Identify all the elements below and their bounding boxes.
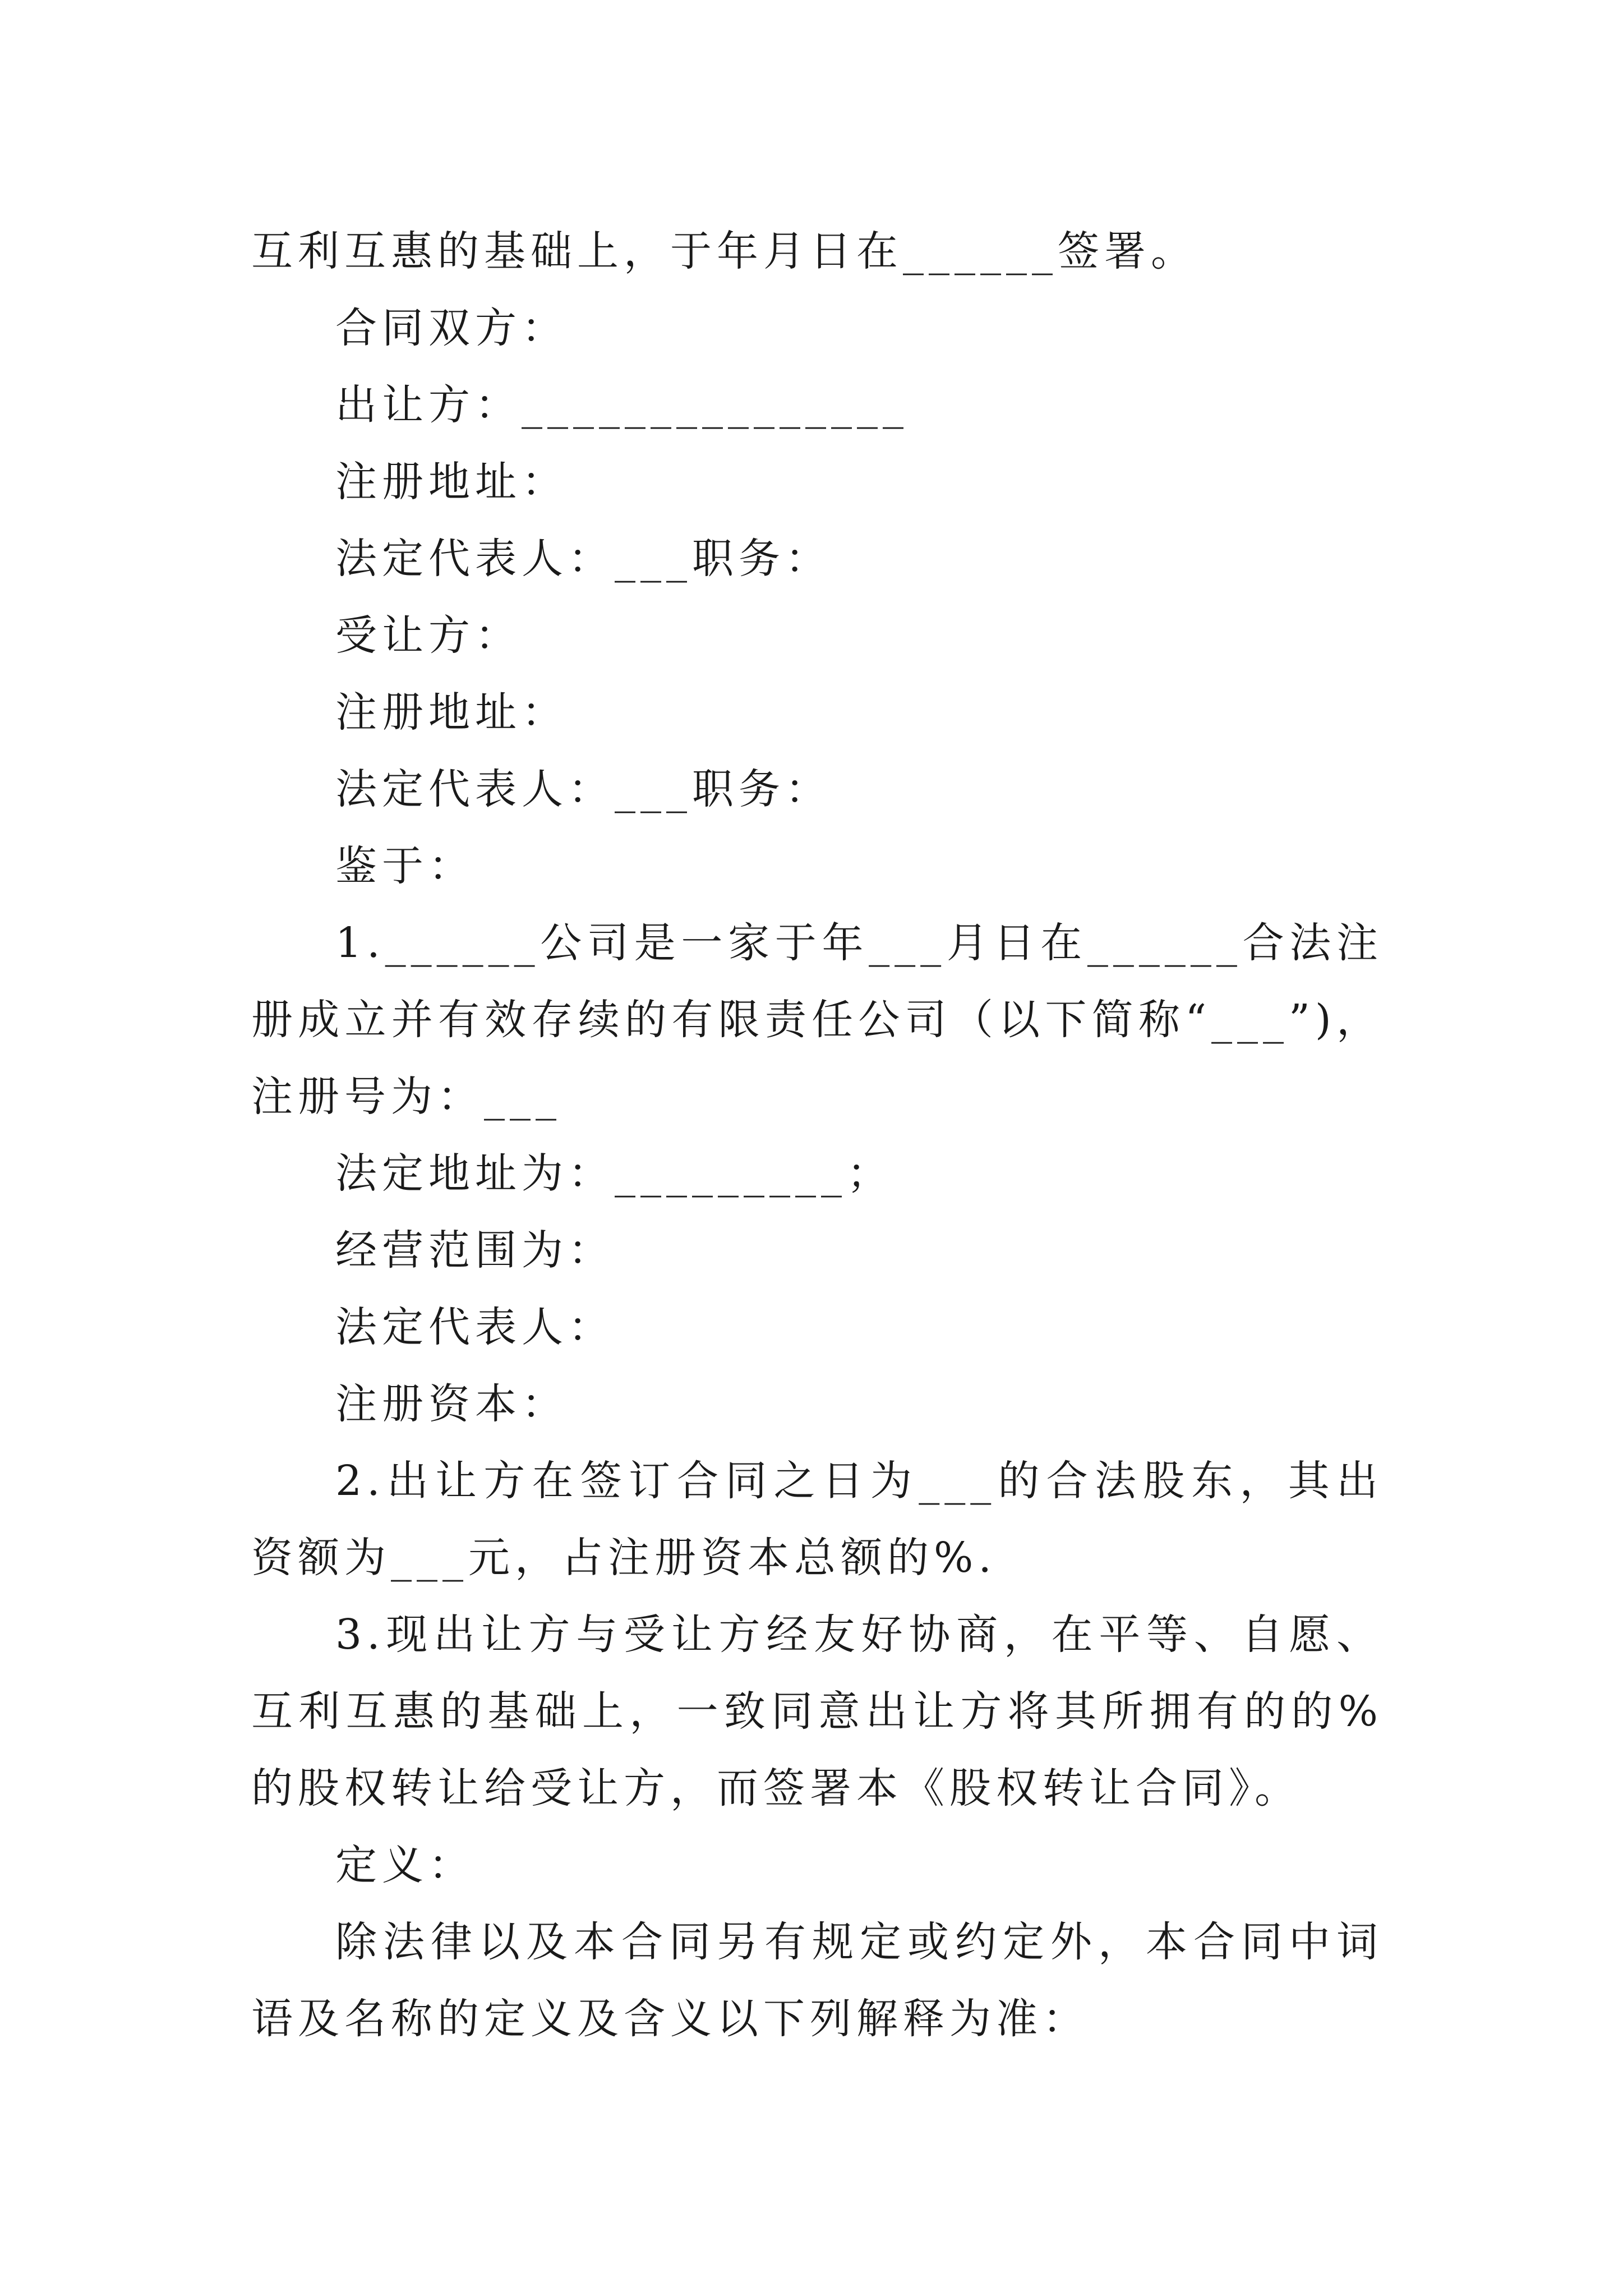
clause-3-paragraph: 3.现出让方与受让方经友好协商，在平等、自愿、互利互惠的基础上，一致同意出让方将其所拥有的的%的股权转让给受让方，而签署本《股权转让合同》。 [251, 1611, 1383, 1812]
document-body [251, 213, 1383, 2058]
clause-1-paragraph: 1.______公司是一家于年___月日在______合法注册成立并有效存续的有限责任公司（以下简称“___”)，注册号为：___ [251, 919, 1383, 1121]
business-scope-line: 经营范围为： [335, 1226, 615, 1274]
parties-heading: 合同双方： [335, 304, 568, 352]
transferee-address-line: 注册地址： [335, 688, 568, 737]
definitions-heading: 定义： [335, 1841, 475, 1889]
registered-capital-line: 注册资本： [335, 1380, 568, 1428]
transferee-representative-line: 法定代表人：___职务： [335, 765, 832, 813]
intro-tail-paragraph: 互利互惠的基础上，于年月日在______签署。 [251, 227, 1197, 275]
legal-representative-line: 法定代表人： [335, 1303, 615, 1351]
clause-2-paragraph: 2.出让方在签订合同之日为___的合法股东，其出资额为___元，占注册资本总额的%. [251, 1457, 1383, 1582]
transferor-address-line: 注册地址： [335, 458, 568, 506]
whereas-heading: 鉴于： [335, 842, 475, 890]
transferee-line: 受让方： [335, 611, 522, 660]
legal-address-line: 法定地址为：_________； [335, 1149, 893, 1198]
transferor-representative-line: 法定代表人：___职务： [335, 535, 832, 583]
definitions-paragraph: 除法律以及本合同另有规定或约定外，本合同中词语及名称的定义及含义以下列解释为准： [251, 1918, 1383, 2043]
transferor-line: 出让方：_______________ [335, 381, 909, 429]
